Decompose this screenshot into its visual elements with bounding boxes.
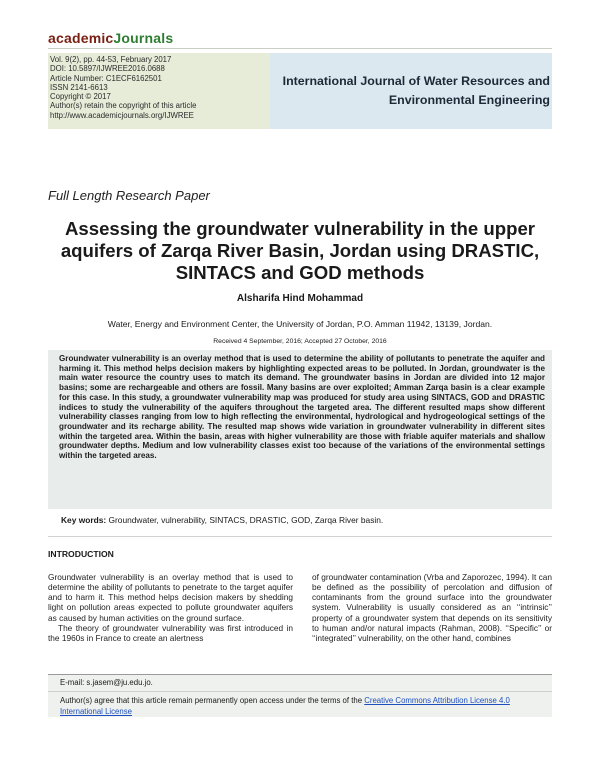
author-name: Alsharifa Hind Mohammad (236, 293, 364, 304)
footnote-divider (48, 674, 552, 675)
keywords-label: Key words: (61, 515, 107, 525)
license-link[interactable]: Creative Commons Attribution License 4.0 International License (60, 696, 510, 716)
journal-name-line-2: Environmental Engineering (388, 93, 550, 107)
logo-part-academic: academic (48, 30, 114, 46)
meta-journal-url[interactable]: http://www.academicjournals.org/IJWREE (50, 110, 194, 120)
journal-name-line-1: International Journal of Water Resources and (282, 74, 550, 88)
paper-type-label: Full Length Research Paper (48, 188, 210, 203)
abstract-text: Groundwater vulnerability is an overlay method that is used to determine the ability of pollutants to penetrate the aquifer and harming it. This method helps decision makers by highlighting expected areas to be polluted. In Jordan, groundwater is the main water resource the country uses to match its demand. The groundwater basins in Jordan are divided into 12 major basins; some are rechargeable and others are fossil. Many basins are over exploited; Amman Zarqa basin is a clear example for this case. In this study, a groundwater vulnerability map was produced for study area using SINTACS, GOD and DRASTIC indices to study the vulnerability of the aquifers throughout the targeted area. The different resulted maps show different vulnerability classes ranging from low to high reflecting the environmental, hydrological and hydrogeological settings of the groundwater and its recharge ability. The resulted map shows wide variation in groundwater vulnerability in different sites within the targeted area. Within the basin, areas with higher vulnerability are those with friable aquifer materials and shallow groundwater depths. Medium and low vulnerability classes exist too because of the variations of the environmental settings within the targeted areas. (59, 354, 545, 461)
body-column-left (48, 572, 293, 643)
journal-logo (48, 30, 173, 46)
meta-article-number: Article Number: C1ECF6162501 (50, 73, 162, 83)
author-affiliation: Water, Energy and Environment Center, the University of Jordan, P.O. Amman 11942, 13139, Jordan. (107, 319, 493, 329)
logo-part-journals: Journals (113, 30, 174, 46)
meta-doi: DOI: 10.5897/IJWREE2016.0688 (50, 64, 165, 74)
paragraph: The theory of groundwater vulnerability was first introduced in the 1960s in France to create an alertness (48, 622, 293, 643)
meta-issn: ISSN 2141-6613 (50, 82, 108, 92)
paper-title-line-2: aquifers of Zarqa River Basin, Jordan using DRASTIC, (60, 240, 540, 261)
license-text: Author(s) agree that this article remain permanently open access under the terms of the (60, 696, 365, 705)
corresponding-email[interactable]: E-mail: s.jasem@ju.edu.jo. (60, 678, 153, 687)
introduction-heading: INTRODUCTION (48, 549, 114, 559)
paper-title-line-3: SINTACS and GOD methods (175, 262, 425, 283)
journal-name (280, 72, 550, 110)
paper-title-line-1: Assessing the groundwater vulnerability in the upper (64, 218, 536, 239)
footnote-inner-divider (48, 691, 552, 692)
keywords-divider (48, 536, 552, 537)
received-accepted-dates: Received 4 September, 2016; Accepted 27 October, 2016 (213, 338, 387, 345)
header-divider (48, 48, 552, 49)
paper-title (48, 218, 552, 284)
paragraph: of groundwater contamination (Vrba and Zaporozec, 1994). It can be defined as the possibility of percolation and diffusion of contaminants from the ground surface into the groundwater system. Vulnerability is usually considered as an ‘‘intrinsic’’ property of a groundwater system that depends on its sensitivity to human and/or natural impacts (Rahman, 2008). ‘‘Specific’’ or ‘‘integrated’’ vulnerability, on the other hand, combines (312, 572, 552, 643)
paragraph: Groundwater vulnerability is an overlay method that is used to determine the ability of pollutants to penetrate to the target aquifer and to harm it. This method helps decision makers by shedding light on pollution areas expected to pollute groundwater aquifers as caused by human activities on the ground surface. (48, 572, 293, 623)
meta-rights: Author(s) retain the copyright of this article (50, 101, 197, 111)
article-meta-list (50, 55, 196, 120)
keywords-list: Groundwater, vulnerability, SINTACS, DRASTIC, GOD, Zarqa River basin. (106, 515, 384, 525)
license-notice (60, 696, 550, 717)
meta-copyright: Copyright © 2017 (50, 92, 111, 102)
meta-volume: Vol. 9(2), pp. 44-53, February 2017 (50, 55, 172, 64)
keywords-line (61, 515, 547, 525)
body-column-right (312, 572, 552, 643)
